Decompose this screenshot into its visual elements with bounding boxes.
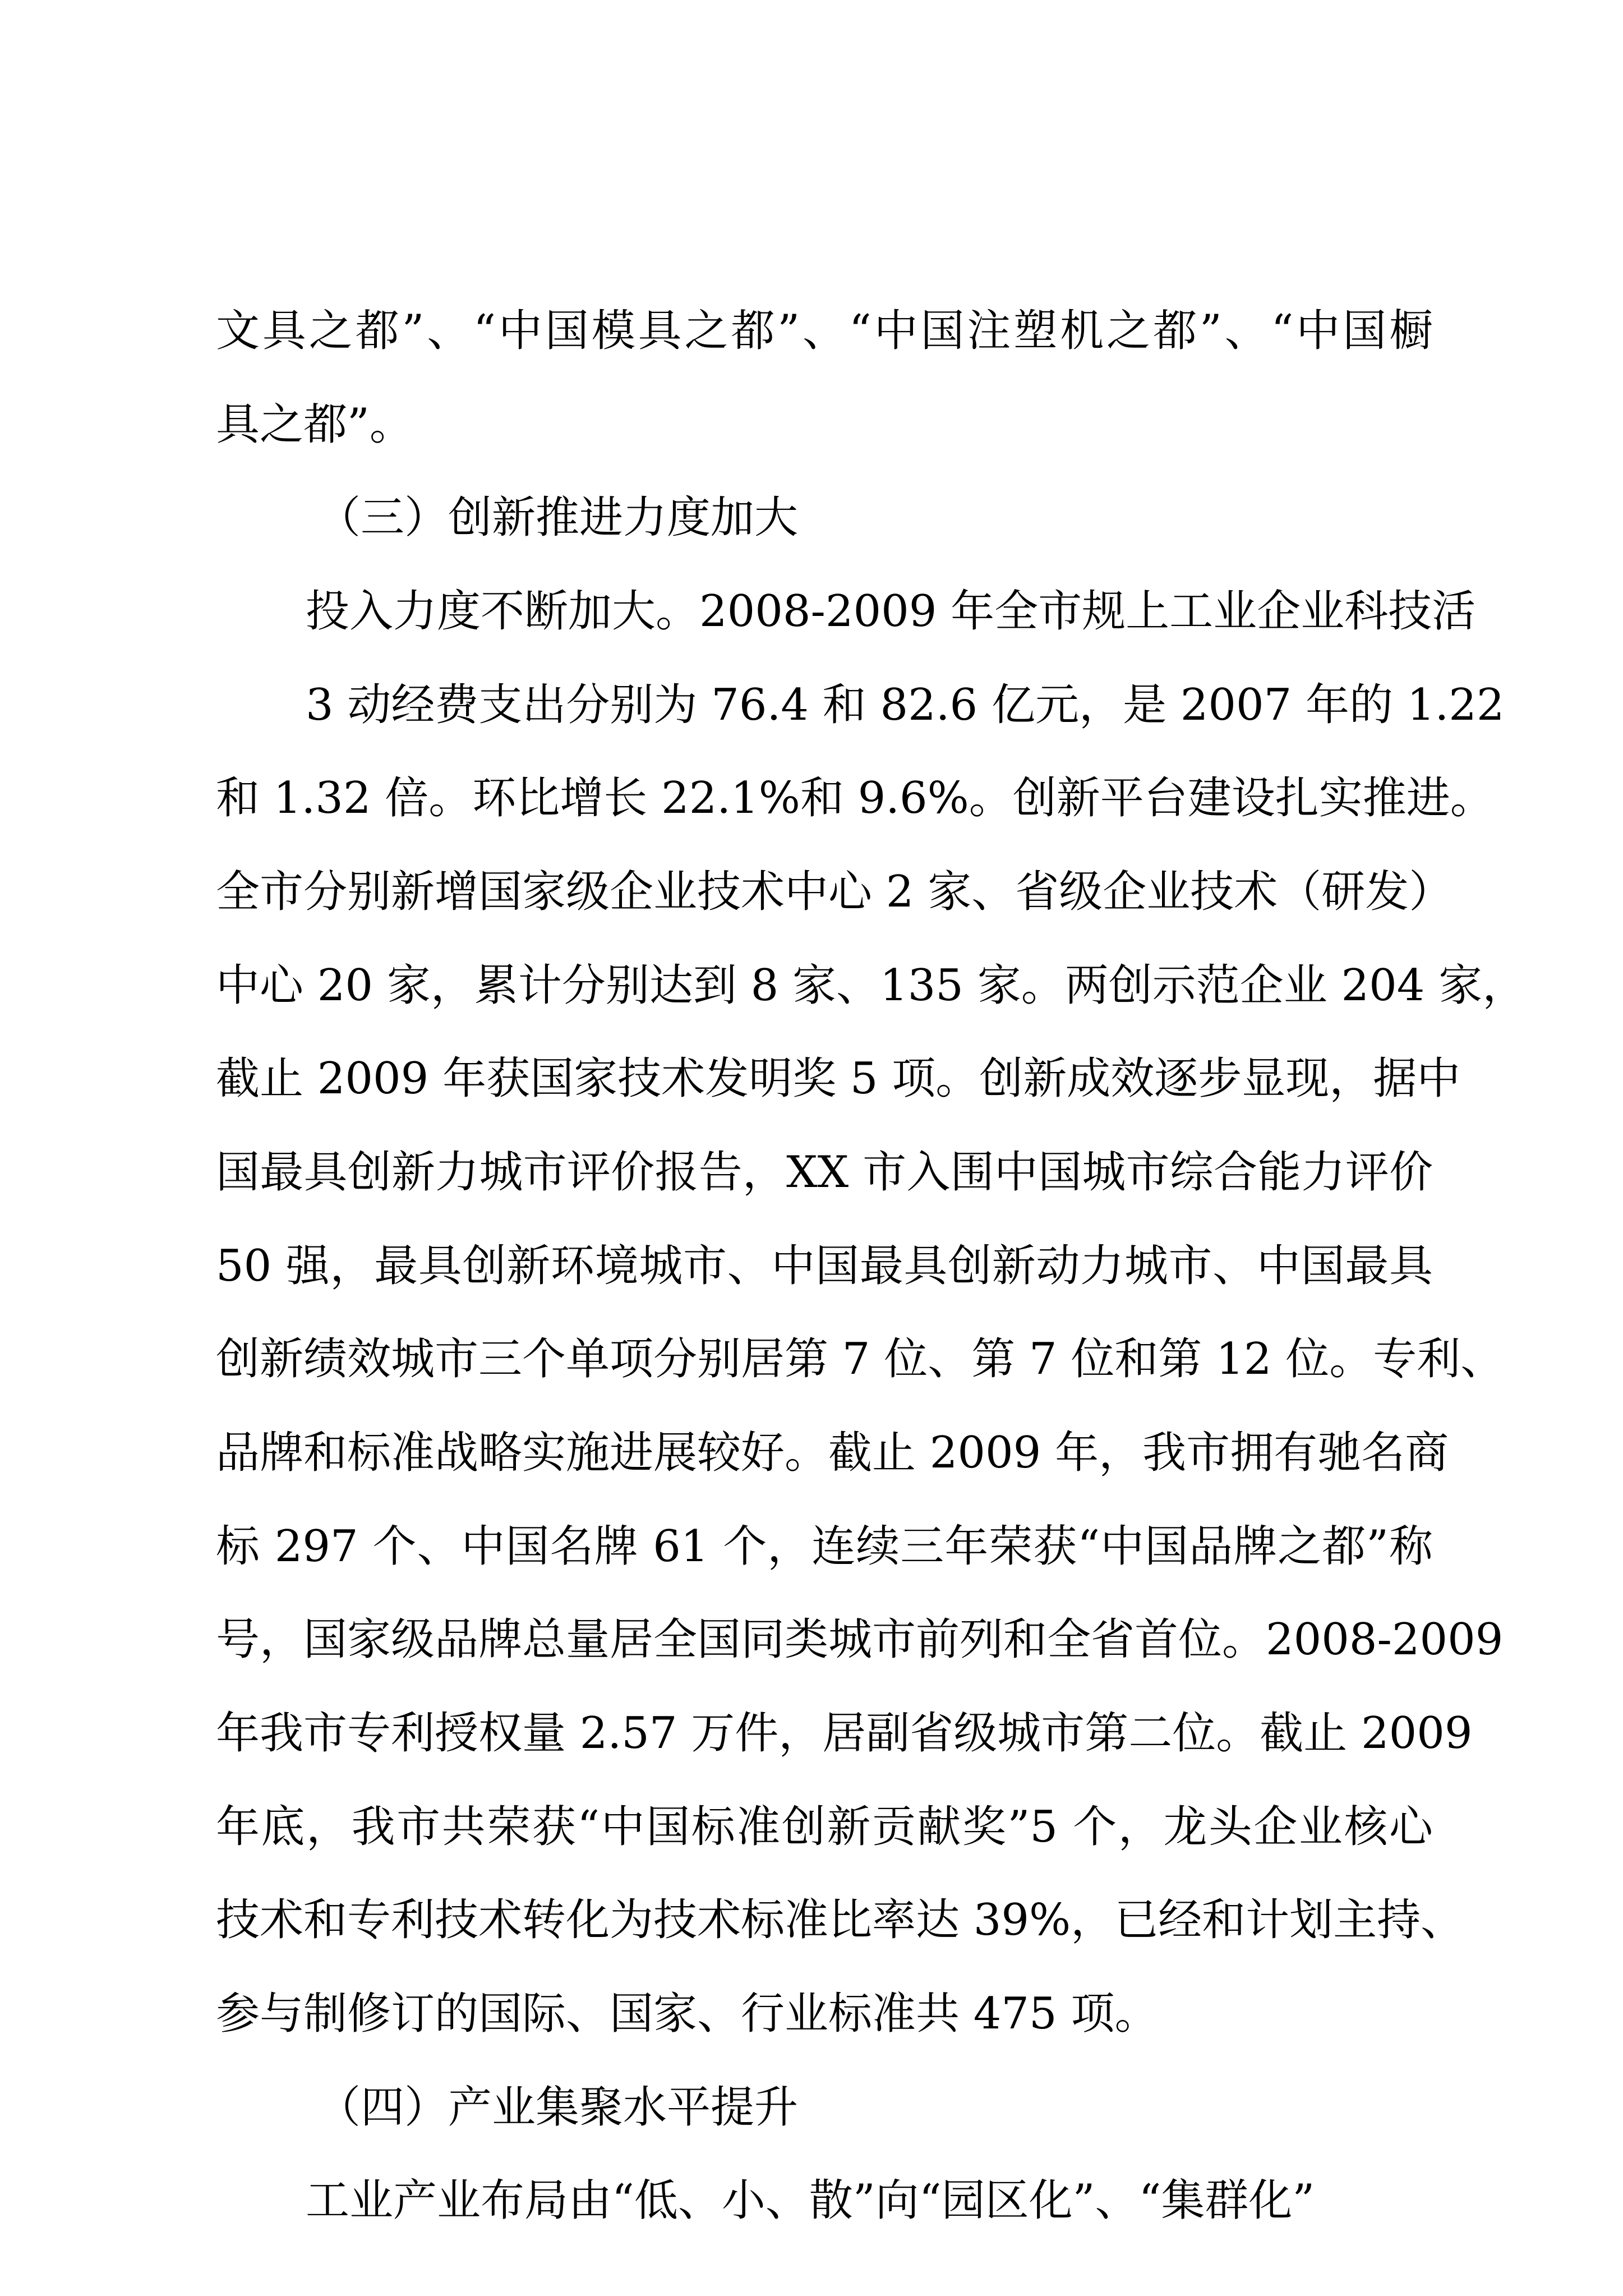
text-line: 50 强，最具创新环境城市、中国最具创新动力城市、中国最具 bbox=[216, 1241, 1433, 1291]
text-line: 号，国家级品牌总量居全国同类城市前列和全省首位。2008-2009 bbox=[216, 1614, 1504, 1665]
text-line: 具之都”。 bbox=[216, 399, 413, 450]
text-line: 品牌和标准战略实施进展较好。截止 2009 年，我市拥有驰名商 bbox=[216, 1428, 1449, 1478]
text-line: 3 动经费支出分别为 76.4 和 82.6 亿元，是 2007 年的 1.22 bbox=[306, 680, 1505, 730]
text-line: 中心 20 家，累计分别达到 8 家、135 家。两创示范企业 204 家， bbox=[216, 960, 1527, 1011]
text-line: 投入力度不断加大。2008-2009 年全市规上工业企业科技活 bbox=[306, 586, 1476, 637]
text-line: 年我市专利授权量 2.57 万件，居副省级城市第二位。截止 2009 bbox=[216, 1708, 1473, 1759]
text-line: 技术和专利技术转化为技术标准比率达 39%，已经和计划主持、 bbox=[216, 1895, 1465, 1945]
text-line: 参与制修订的国际、国家、行业标准共 475 项。 bbox=[216, 1989, 1159, 2039]
text-line: 工业产业布局由“低、小、散”向“园区化”、“集群化” bbox=[306, 2175, 1315, 2226]
text-line: 国最具创新力城市评价报告，XX 市入围中国城市综合能力评价 bbox=[216, 1147, 1433, 1198]
text-line: 文具之都”、“中国模具之都”、“中国注塑机之都”、“中国橱 bbox=[216, 306, 1433, 356]
text-line: 全市分别新增国家级企业技术中心 2 家、省级企业技术（研发） bbox=[216, 867, 1453, 917]
section-heading: （四）产业集聚水平提升 bbox=[317, 2082, 799, 2133]
text-line: 标 297 个、中国名牌 61 个，连续三年荣获“中国品牌之都”称 bbox=[216, 1521, 1433, 1572]
text-line: 创新绩效城市三个单项分别居第 7 位、第 7 位和第 12 位。专利、 bbox=[216, 1334, 1505, 1384]
text-line: 截止 2009 年获国家技术发明奖 5 项。创新成效逐步显现，据中 bbox=[216, 1053, 1461, 1104]
text-line: 年底，我市共荣获“中国标准创新贡献奖”5 个，龙头企业核心 bbox=[216, 1802, 1433, 1852]
section-heading: （三）创新推进力度加大 bbox=[317, 493, 799, 543]
text-line: 和 1.32 倍。环比增长 22.1%和 9.6%。创新平台建设扎实推进。 bbox=[216, 773, 1494, 823]
